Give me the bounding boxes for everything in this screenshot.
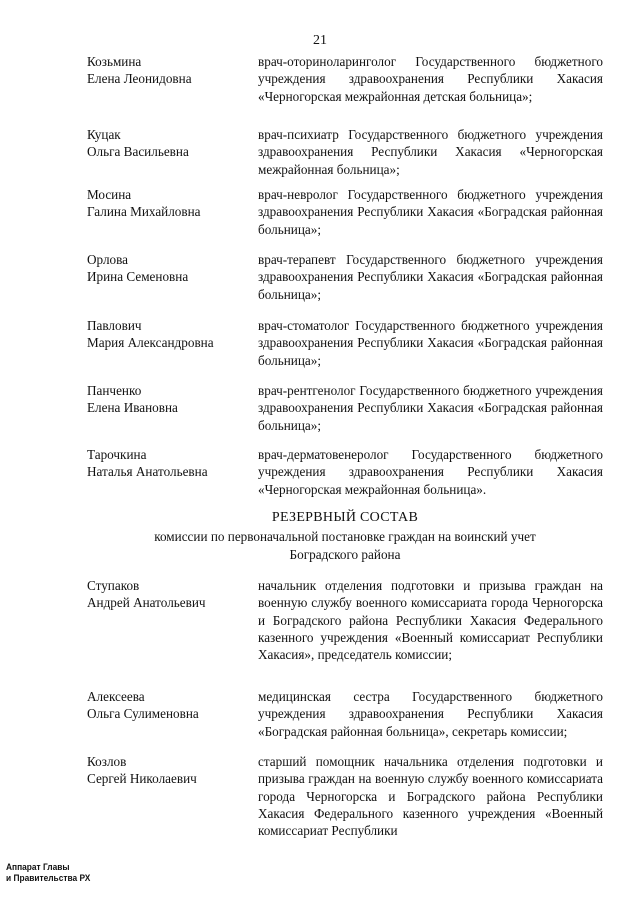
member-surname: Орлова [87,252,129,267]
member-given-name: Наталья Анатольевна [87,464,208,480]
member-position: врач-терапевт Государственного бюджетного учреждения здравоохранения Республики Хакасия «Боградская районная больница»; [258,252,603,302]
member-name [87,382,247,417]
reserve-section-title: РЕЗЕРВНЫЙ СОСТАВ [271,510,419,525]
member-given-name: Ольга Васильевна [87,144,189,160]
member-given-name: Елена Ивановна [87,400,178,416]
member-surname: Козьмина [87,54,142,69]
member-surname: Панченко [87,383,142,398]
member-surname: Алексеева [87,689,145,704]
stamp-line: и Правительства РХ [6,873,91,884]
member-name [87,251,247,286]
member-surname: Куцак [87,127,121,142]
member-surname: Тарочкина [87,447,147,462]
stamp-line: Аппарат Главы [6,862,70,873]
member-surname: Павлович [87,318,142,333]
member-name [87,53,247,88]
member-position: врач-оториноларинголог Государственного бюджетного учреждения здравоохранения Республики Хакасия «Черногорская межрайонная детская больница»; [258,54,603,104]
office-stamp [6,862,90,884]
member-position: начальник отделения подготовки и призыва граждан на военную службу военного комиссариата города Черногорска и Боградского района Республики Хакасия Федерального казенного учреждения «Военный комиссариат Республики Хакасия», председатель комиссии; [258,578,603,663]
member-position: врач-стоматолог Государственного бюджетного учреждения здравоохранения Республики Хакасия «Боградская районная больница»; [258,318,603,368]
member-name [87,753,247,788]
reserve-subtitle-line: Боградского района [289,546,401,562]
reserve-subtitle-line: комиссии по первоначальной постановке граждан на воинский учет [154,529,536,544]
member-position: врач-рентгенолог Государственного бюджетного учреждения здравоохранения Республики Хакасия «Боградская районная больница»; [258,383,603,433]
member-given-name: Мария Александровна [87,335,214,351]
member-name [87,688,247,723]
member-given-name: Сергей Николаевич [87,771,197,787]
member-position: врач-психиатр Государственного бюджетного учреждения здравоохранения Республики Хакасия «Черногорская межрайонная больница»; [258,127,603,177]
member-name [87,446,247,481]
member-given-name: Елена Леонидовна [87,71,192,87]
member-given-name: Ольга Сулименовна [87,706,199,722]
member-name [87,186,247,221]
member-given-name: Галина Михайловна [87,204,201,220]
member-position: врач-невролог Государственного бюджетного учреждения здравоохранения Республики Хакасия «Боградская районная больница»; [258,187,603,237]
member-surname: Козлов [87,754,127,769]
reserve-section-subtitle [120,528,570,563]
member-position: врач-дерматовенеролог Государственного бюджетного учреждения здравоохранения Республики Хакасия «Черногорская межрайонная больница». [258,447,603,497]
member-position: медицинская сестра Государственного бюджетного учреждения здравоохранения Республики Хакасия «Боградская районная больница», секретарь комиссии; [258,689,603,739]
member-name [87,317,247,352]
member-surname: Мосина [87,187,132,202]
member-surname: Ступаков [87,578,140,593]
member-given-name: Ирина Семеновна [87,269,189,285]
member-given-name: Андрей Анатольевич [87,595,206,611]
page-number: 21 [313,33,327,48]
member-position: старший помощник начальника отделения подготовки и призыва граждан на военную службу военного комиссариата города Черногорска и Боградского района Республики Хакасия Федерального казенного учреждения «Военный комиссариат Республики [258,754,603,839]
member-name [87,577,247,612]
member-name [87,126,247,161]
